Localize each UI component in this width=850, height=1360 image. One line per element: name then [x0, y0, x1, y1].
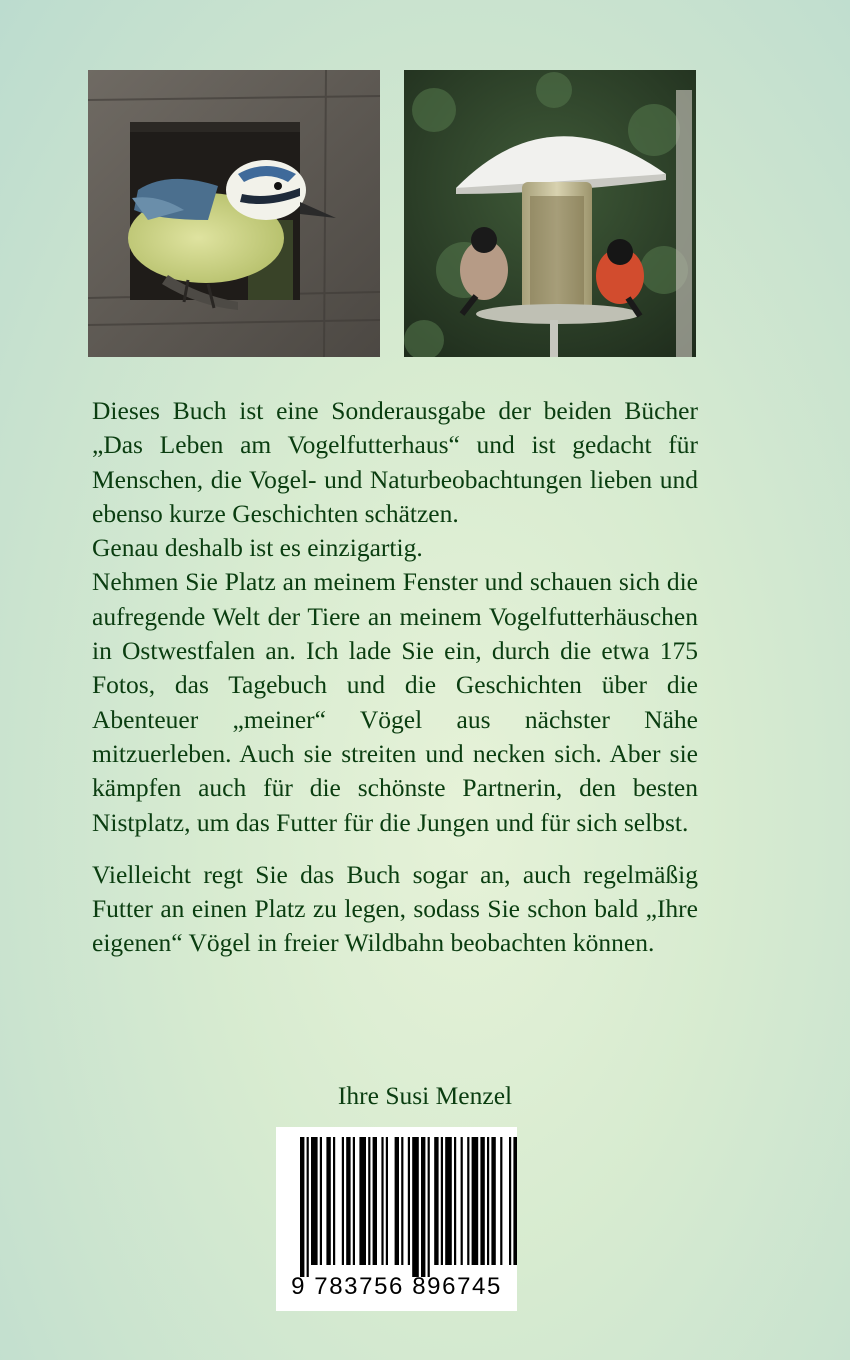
barcode-bar — [307, 1137, 309, 1277]
barcode-bar — [434, 1137, 438, 1265]
barcode-bar — [342, 1137, 344, 1265]
barcode-bar — [386, 1137, 388, 1265]
barcode-bar — [311, 1137, 318, 1265]
barcode-bar — [461, 1137, 463, 1265]
blue-tit-photo — [88, 70, 380, 357]
blurb-paragraph-3: Nehmen Sie Platz an meinem Fenster und schauen sich die aufregende Welt der Tiere an meinem Vogelfutterhäuschen in Ostwestfalen an. Ich lade Sie ein, durch die etwa 175 Fotos, das Tagebuch und die Geschichten über die Abenteuer „meiner“ Vögel aus nächster Nähe mitzuerleben. Auch sie streiten und necken sich. Aber sie kämpfen auch für die schönste Partnerin, den besten Nistplatz, um das Futter für die Jungen und für sich selbst. — [92, 567, 698, 837]
barcode-bar — [408, 1137, 410, 1265]
barcode-bar — [500, 1137, 502, 1265]
barcode-bar — [368, 1137, 370, 1265]
back-cover-blurb — [92, 394, 698, 961]
barcode-bar — [333, 1137, 335, 1265]
blurb-paragraph-4: Vielleicht regt Sie das Buch sogar an, auch regelmäßig Futter an einen Platz zu legen, sodass Sie schon bald „Ihre eigenen“ Vögel in freier Wildbahn beobachten können. — [92, 859, 698, 958]
barcode-bar — [491, 1137, 495, 1265]
barcode-bar — [359, 1137, 366, 1265]
blurb-paragraph-2: Genau deshalb ist es einzigartig. — [92, 533, 423, 563]
barcode-bar — [428, 1137, 430, 1277]
barcode-bar — [381, 1137, 383, 1265]
barcode-bar — [441, 1137, 443, 1265]
barcode-bar — [509, 1137, 511, 1265]
barcode-bar — [421, 1137, 425, 1277]
barcode-bar — [445, 1137, 452, 1265]
barcode-bar — [412, 1137, 419, 1277]
barcode-bar — [353, 1137, 355, 1265]
barcode-bar — [300, 1137, 304, 1277]
barcode-bar — [401, 1137, 403, 1265]
barcode-bar — [346, 1137, 350, 1265]
barcode-bar — [454, 1137, 456, 1265]
isbn-barcode — [276, 1127, 517, 1311]
barcode-bar — [513, 1137, 517, 1265]
author-signature: Ihre Susi Menzel — [337, 1081, 513, 1110]
barcode-bar — [480, 1137, 484, 1265]
barcode-bar — [320, 1137, 322, 1265]
bullfinch-feeder-photo — [404, 70, 696, 357]
barcode-bar — [487, 1137, 489, 1265]
barcode-bar — [373, 1137, 377, 1265]
barcode-bar — [467, 1137, 469, 1265]
barcode-bar — [326, 1137, 330, 1265]
barcode-bar — [472, 1137, 479, 1265]
barcode-bar — [395, 1137, 399, 1265]
blurb-paragraph-1: Dieses Buch ist eine Sonderausgabe der beiden Bücher „Das Leben am Vogelfutterhaus“ und ist gedacht für Menschen, die Vogel- und Naturbeobachtungen lieben und ebenso kurze Geschichten schätzen. — [92, 396, 698, 528]
isbn-digits: 9 783756 896745 — [291, 1273, 502, 1300]
